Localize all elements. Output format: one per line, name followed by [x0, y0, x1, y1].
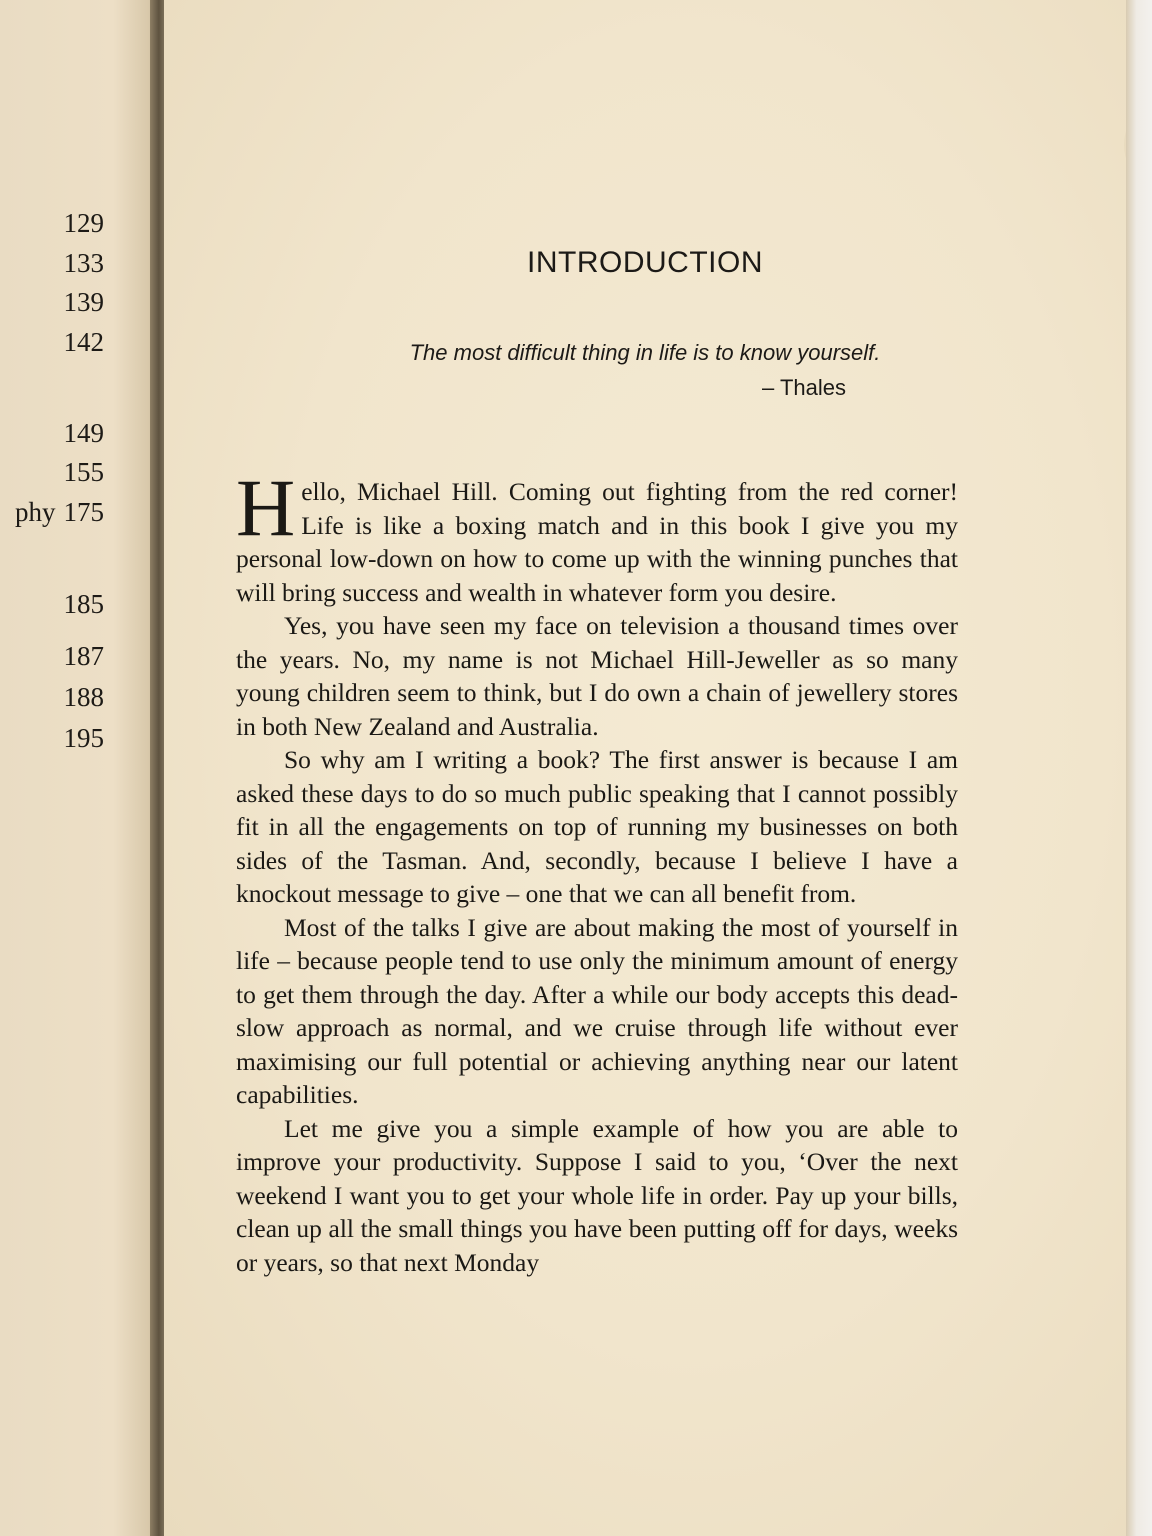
- toc-page-number: 149: [63, 418, 104, 448]
- body-text: [236, 462, 958, 1279]
- toc-page-number: 175: [63, 497, 104, 527]
- toc-page-number: 133: [63, 248, 104, 278]
- paragraph: Yes, you have seen my face on television a thousand times over the years. No, my name is not Michael Hill-Jeweller as so many young children seem to think, but I do own a chain of jewellery stores in both New Zealand and Australia.: [236, 611, 958, 741]
- toc-page-number: 187: [63, 641, 104, 671]
- paragraph-text: ello, Michael Hill. Coming out fighting from the red corner! Life is like a boxing match and in this book I give you my personal low-down on how to come up with the winning punches that will bring success and wealth in whatever form you desire.: [236, 477, 958, 607]
- paragraph: Most of the talks I give are about making the most of yourself in life – because people tend to use only the minimum amount of energy to get them through the day. After a while our body accepts this dead-slow approach as normal, and we cruise through life without ever maximising our full potential or achieving anything near our latent capabilities.: [236, 912, 958, 1109]
- paragraph: So why am I writing a book? The first answer is because I am asked these days to do so much public speaking that I cannot possibly fit in all the engagements on top of running my businesses on both sides of the Tasman. And, secondly, because I believe I have a knockout message to give – one that we can all benefit from.: [236, 745, 958, 908]
- toc-entry-fragment: phy: [15, 497, 56, 527]
- toc-page-number: 188: [63, 682, 104, 712]
- chapter-title: INTRODUCTION: [527, 246, 763, 279]
- paragraph: [236, 462, 958, 609]
- toc-page-number: 139: [63, 287, 104, 317]
- toc-page-number: 142: [63, 327, 104, 357]
- paragraph: Let me give you a simple example of how you are able to improve your productivity. Suppose I said to you, ‘Over the next weekend I want you to get your whole life in order. Pay up your bills, clean up all the small things you have been putting off for days, weeks or years, so that next Monday: [236, 1113, 958, 1277]
- epigraph-quote: The most difficult thing in life is to know yourself.: [409, 340, 881, 365]
- page-edge: [1126, 0, 1152, 1536]
- toc-page-number: 129: [63, 208, 104, 238]
- toc-page-number: 155: [63, 457, 104, 487]
- epigraph-attribution: – Thales: [762, 375, 846, 400]
- left-page: [0, 0, 162, 1536]
- toc-page-number: 195: [63, 723, 104, 753]
- toc-page-number: 185: [63, 589, 104, 619]
- drop-cap: H: [236, 462, 296, 553]
